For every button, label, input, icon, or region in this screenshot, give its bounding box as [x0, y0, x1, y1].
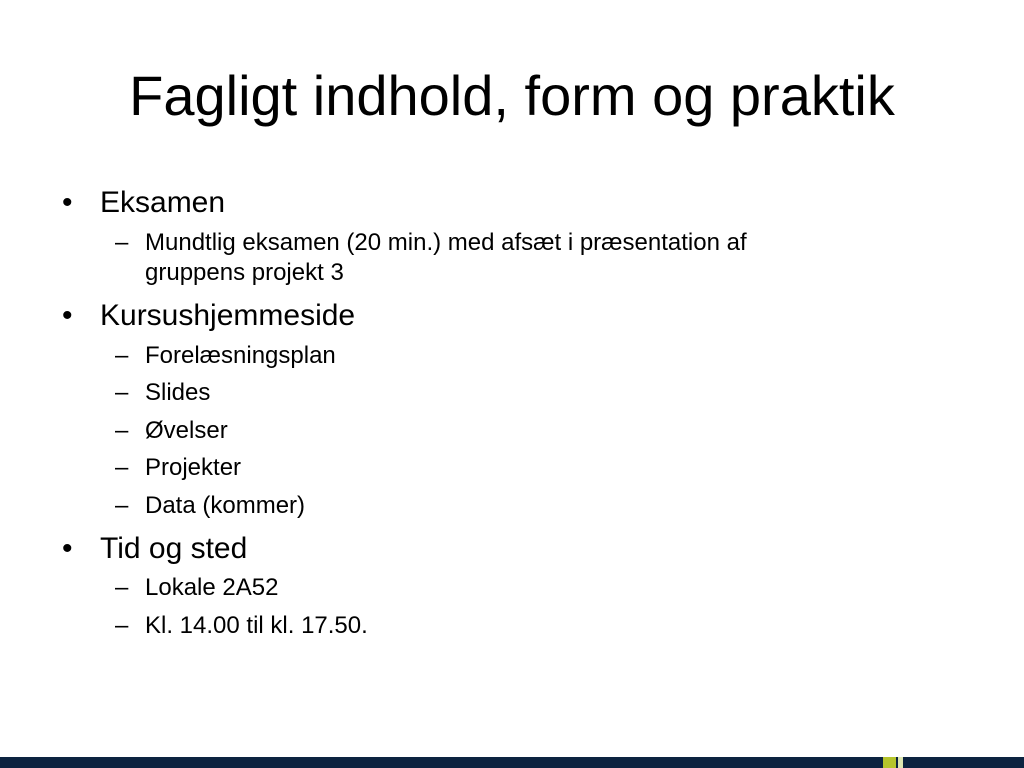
footer-bar — [0, 757, 1024, 768]
bullet-marker: • — [62, 186, 73, 219]
dash-marker: – — [115, 492, 129, 519]
sub-item-text: Forelæsningsplan — [145, 342, 336, 369]
dash-marker: – — [115, 612, 129, 639]
footer-accent-green — [883, 757, 896, 768]
sub-item-text: Data (kommer) — [145, 492, 306, 519]
bullet-heading-kursushjemmeside: Kursushjemmeside — [100, 299, 356, 332]
sub-item-text: Kl. 14.00 til kl. 17.50. — [145, 612, 368, 639]
slide-title: Fagligt indhold, form og praktik — [129, 64, 895, 127]
sub-item-text: Mundtlig eksamen (20 min.) med afsæt i præsentation af — [145, 229, 747, 256]
dash-marker: – — [115, 574, 129, 601]
bullet-heading-tid-og-sted: Tid og sted — [100, 532, 248, 565]
dash-marker: – — [115, 342, 129, 369]
sub-item-text: Lokale 2A52 — [145, 574, 279, 601]
footer-accent-light — [898, 757, 903, 768]
dash-marker: – — [115, 454, 129, 481]
sub-item-text: Øvelser — [145, 417, 228, 444]
dash-marker: – — [115, 417, 129, 444]
dash-marker: – — [115, 229, 129, 256]
dash-marker: – — [115, 379, 129, 406]
sub-item-text: Slides — [145, 379, 211, 406]
bullet-heading-eksamen: Eksamen — [100, 186, 226, 219]
sub-item-text: gruppens projekt 3 — [145, 259, 344, 286]
sub-item-text: Projekter — [145, 454, 242, 481]
bullet-marker: • — [62, 532, 73, 565]
bullet-marker: • — [62, 299, 73, 332]
